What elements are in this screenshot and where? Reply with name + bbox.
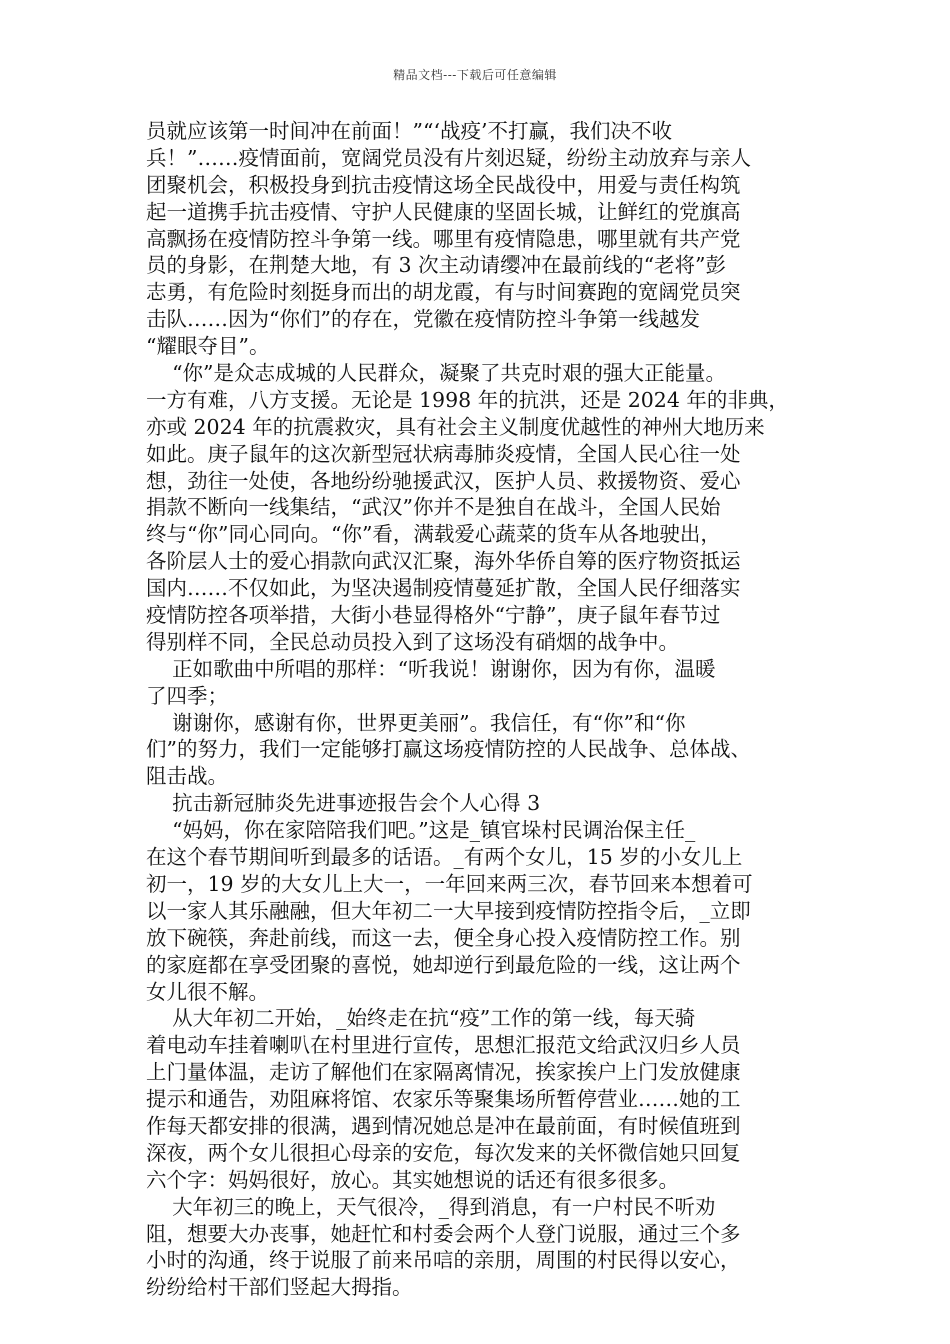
text-line: 深夜，两个女儿很担心母亲的安危，每次发来的关怀微信她只回复 bbox=[146, 1140, 741, 1165]
text-line: 击队……因为“你们”的存在，党徽在疫情防控斗争第一线越发 bbox=[146, 307, 700, 332]
text-line: 初一，19 岁的大女儿上大一，一年回来两三次，春节回来本想着可 bbox=[146, 871, 753, 896]
text-line: “你”是众志成城的人民群众，凝聚了共克时艰的强大正能量。 bbox=[146, 361, 727, 386]
text-line: 正如歌曲中所唱的那样：“听我说！谢谢你，因为有你，温暖 bbox=[146, 656, 716, 681]
text-line: 的家庭都在享受团聚的喜悦，她却逆行到最危险的一线，这让两个 bbox=[146, 952, 741, 977]
text-line: 以一家人其乐融融，但大年初二一大早接到疫情防控指令后，_立即 bbox=[146, 898, 751, 923]
text-line: 从大年初二开始，_始终走在抗“疫”工作的第一线，每天骑 bbox=[146, 1006, 696, 1031]
text-line: 捐款不断向一线集结，“武汉”你并不是独自在战斗，全国人民始 bbox=[146, 495, 721, 520]
text-line: 谢谢你，感谢有你，世界更美丽”。我信任，有“你”和“你 bbox=[146, 710, 686, 735]
text-line: 们”的努力，我们一定能够打赢这场疫情防控的人民战争、总体战、 bbox=[146, 737, 751, 762]
text-line: 着电动车挂着喇叭在村里进行宣传，思想汇报范文给武汉归乡人员 bbox=[146, 1033, 741, 1058]
text-line: “妈妈，你在家陪陪我们吧。”这是_镇官垛村民调治保主任_ bbox=[146, 818, 696, 843]
text-line: 一方有难，八方支援。无论是 1998 年的抗洪，还是 2024 年的非典， bbox=[146, 387, 789, 412]
text-line: 大年初三的晚上，天气很冷，_得到消息，有一户村民不听劝 bbox=[146, 1194, 716, 1219]
document-body bbox=[146, 118, 814, 1301]
text-line: 员就应该第一时间冲在前面！”“‘战疫’不打赢，我们决不收 bbox=[146, 119, 672, 143]
text-line: 各阶层人士的爱心捐款向武汉汇聚，海外华侨自筹的医疗物资抵运 bbox=[146, 549, 741, 574]
text-line: 终与“你”同心同向。“你”看，满载爱心蔬菜的货车从各地驶出， bbox=[146, 522, 721, 547]
text-line: 亦或 2024 年的抗震救灾，具有社会主义制度优越性的神州大地历来 bbox=[146, 414, 765, 439]
text-line: 兵！”……疫情面前，宽阔党员没有片刻迟疑，纷纷主动放弃与亲人 bbox=[146, 145, 751, 170]
text-line: 得别样不同，全民总动员投入到了这场没有硝烟的战争中。 bbox=[146, 629, 679, 654]
text-line: 国内……不仅如此，为坚决遏制疫情蔓延扩散，全国人民仔细落实 bbox=[146, 576, 741, 601]
text-line: 团聚机会，积极投身到抗击疫情这场全民战役中，用爱与责任构筑 bbox=[146, 172, 741, 197]
text-line: 上门量体温，走访了解他们在家隔离情况，挨家挨户上门发放健康 bbox=[146, 1060, 741, 1085]
text-line: 高飘扬在疫情防控斗争第一线。哪里有疫情隐患，哪里就有共产党 bbox=[146, 226, 741, 251]
text-line: 志勇，有危险时刻挺身而出的胡龙霞，有与时间赛跑的宽阔党员突 bbox=[146, 280, 741, 305]
text-line: 纷纷给村干部们竖起大拇指。 bbox=[146, 1275, 413, 1300]
text-line: 如此。庚子鼠年的这次新型冠状病毒肺炎疫情，全国人民心往一处 bbox=[146, 441, 741, 466]
text-line: 在这个春节期间听到最多的话语。_有两个女儿，15 岁的小女儿上 bbox=[146, 845, 743, 870]
text-line: 想，劲往一处使，各地纷纷驰援武汉，医护人员、救援物资、爱心 bbox=[146, 468, 741, 493]
text-line: 阻击战。 bbox=[146, 764, 228, 789]
text-line: 疫情防控各项举措，大街小巷显得格外“宁静”，庚子鼠年春节过 bbox=[146, 603, 721, 628]
text-line: 阻，想要大办丧事，她赶忙和村委会两个人登门说服，通过三个多 bbox=[146, 1221, 741, 1246]
text-line: 抗击新冠肺炎先进事迹报告会个人心得 3 bbox=[146, 791, 541, 816]
text-line: 起一道携手抗击疫情、守护人民健康的坚固长城，让鲜红的党旗高 bbox=[146, 199, 741, 224]
page-header: 精品文档---下载后可任意编辑 bbox=[393, 68, 557, 82]
text-line: 作每天都安排的很满，遇到情况她总是冲在最前面，有时候值班到 bbox=[146, 1113, 741, 1138]
text-line: 六个字：妈妈很好，放心。其实她想说的话还有很多很多。 bbox=[146, 1167, 679, 1192]
text-line: 了四季； bbox=[146, 683, 228, 708]
text-line: 小时的沟通，终于说服了前来吊唁的亲朋，周围的村民得以安心， bbox=[146, 1248, 741, 1273]
text-line: “耀眼夺目”。 bbox=[146, 334, 270, 359]
text-line: 女儿很不解。 bbox=[146, 979, 269, 1004]
text-line: 放下碗筷，奔赴前线，而这一去，便全身心投入疫情防控工作。别 bbox=[146, 925, 741, 950]
text-line: 员的身影，在荆楚大地，有 3 次主动请缨冲在最前线的“老将”彭 bbox=[146, 253, 727, 278]
text-line: 提示和通告，劝阻麻将馆、农家乐等聚集场所暂停营业……她的工 bbox=[146, 1087, 741, 1112]
